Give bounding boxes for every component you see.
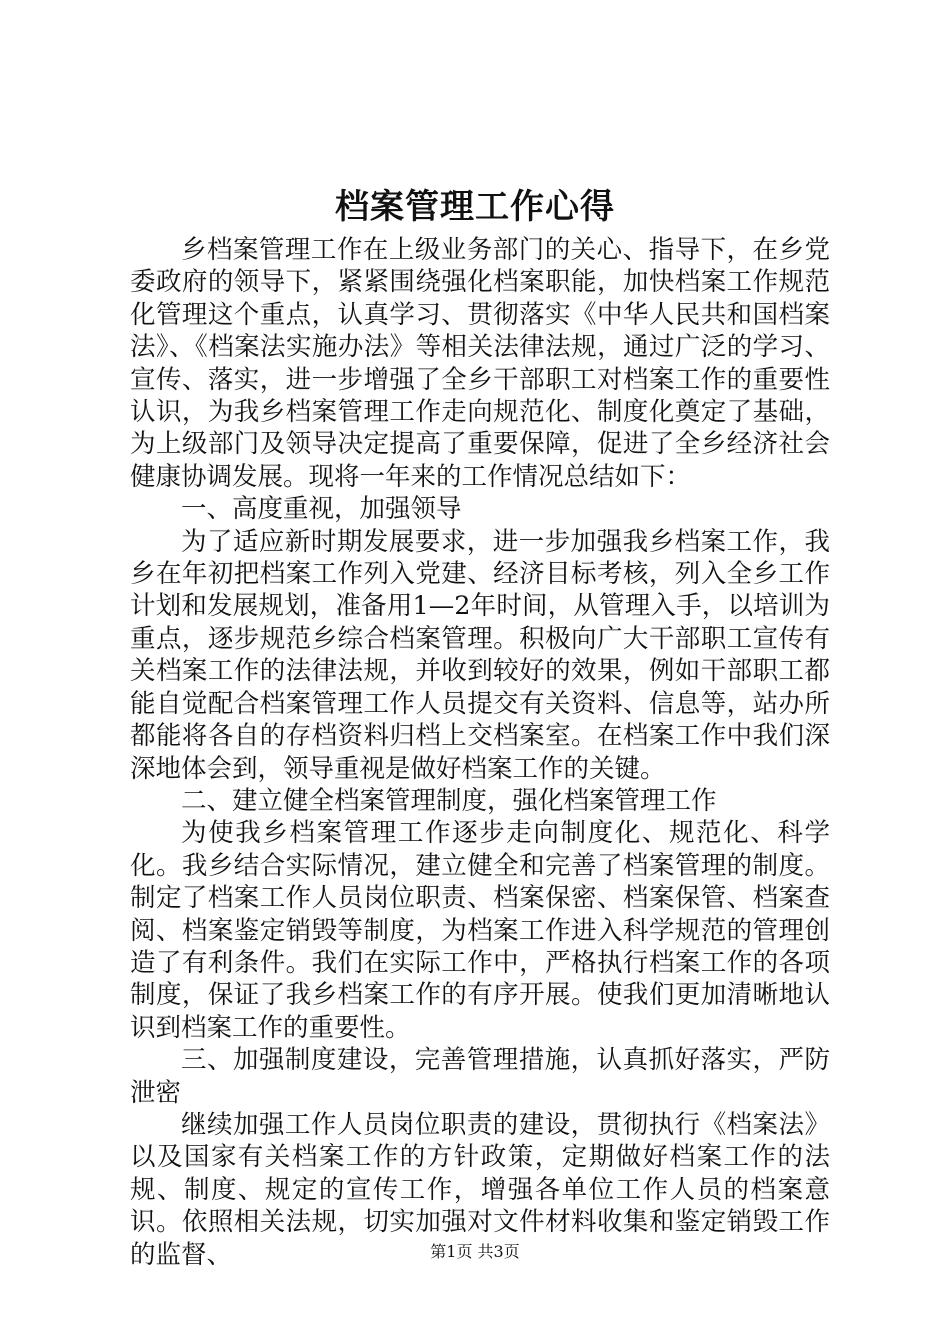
- paragraph-section-1: 为了适应新时期发展要求，进一步加强我乡档案工作，我乡在年初把档案工作列入党建、经济目标考核，列入全乡工作计划和发展规划，准备用1—2年时间，从管理入手，以培训为重点，逐步规范乡综合档案管理。积极向广大干部职工宣传有关档案工作的法律法规，并收到较好的效果，例如干部职工都能自觉配合档案管理工作人员提交有关资料、信息等，站办所都能将各自的存档资料归档上交档案室。在档案工作中我们深深地体会到，领导重视是做好档案工作的关键。: [130, 526, 830, 784]
- paragraph-section-2: 为使我乡档案管理工作逐步走向制度化、规范化、科学化。我乡结合实际情况，建立健全和完善了档案管理的制度。制定了档案工作人员岗位职责、档案保密、档案保管、档案查阅、档案鉴定销毁等制度，为档案工作进入科学规范的管理创造了有利条件。我们在实际工作中，严格执行档案工作的各项制度，保证了我乡档案工作的有序开展。使我们更加清晰地认识到档案工作的重要性。: [130, 818, 830, 1043]
- section-heading-1: 一、高度重视，加强领导: [181, 494, 462, 525]
- page-number-footer: 第1页 共3页: [430, 1242, 520, 1261]
- paragraph-intro: 乡档案管理工作在上级业务部门的关心、指导下，在乡党委政府的领导下，紧紧围绕强化档案职能，加快档案工作规范化管理这个重点，认真学习、贯彻落实《中华人民共和国档案法》、《档案法实施办法》等相关法律法规，通过广泛的学习、宣传、落实，进一步增强了全乡干部职工对档案工作的重要性认识，为我乡档案管理工作走向规范化、制度化奠定了基础，为上级部门及领导决定提高了重要保障，促进了全乡经济社会健康协调发展。现将一年来的工作情况总结如下：: [130, 235, 830, 492]
- document-title: 档案管理工作心得: [335, 187, 615, 227]
- document-body: [130, 234, 830, 1271]
- section-heading-2: 二、建立健全档案管理制度，强化档案管理工作: [181, 785, 717, 816]
- paragraph-section-3: 继续加强工作人员岗位职责的建设，贯彻执行《档案法》以及国家有关档案工作的方针政策，定期做好档案工作的法规、制度、规定的宣传工作，增强各单位工作人员的档案意识。依照相关法规，切实加强对文件材料收集和鉴定销毁工作的监督、: [130, 1109, 830, 1270]
- section-heading-3: 三、加强制度建设，完善管理措施，认真抓好落实，严防泄密: [130, 1045, 830, 1108]
